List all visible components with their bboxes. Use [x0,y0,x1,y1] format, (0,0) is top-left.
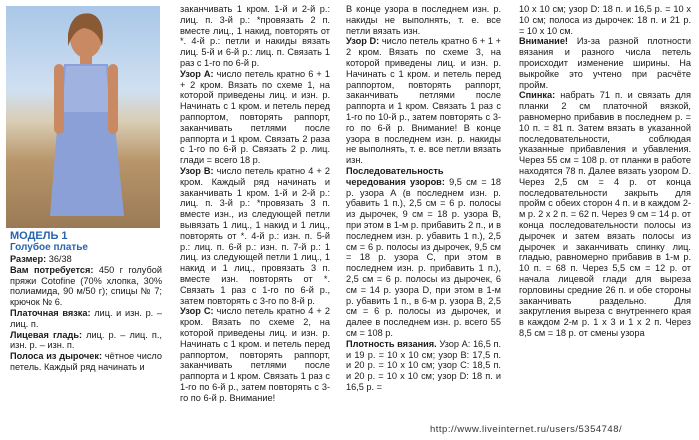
col1-paragraph-heading: Платочная вязка: [10,307,91,318]
col1-paragraph-text: лиц. и изн. р. – лиц. п. [10,307,162,329]
column-4 [519,4,691,339]
col2-paragraph-text: число петель кратно 6 + 1 + 2 кром. Вязать по схеме 1, на которой приведены лиц. и изн. р. Начинать с 1 кром. и петель перед раппортом, повторять раппорт, заканчивать петлями после раппорта и 1 кром. Связать 2 раза с 1-го по 6-й р. Связать 2 р. лиц. глади = всего 18 р. [180,68,330,166]
col4-paragraph-text: 10 х 10 см; узор D: 18 п. и 16,5 р. = 10 х 10 см; полоса из дырочек: 18 п. и 21 р. = 10 х 10 см. [519,4,691,36]
column-3 [346,4,501,393]
col1-paragraph-text: чётное число петель. Каждый ряд начинать и [10,351,162,372]
col1-paragraph-heading: Лицевая гладь: [10,329,83,340]
column-1 [10,230,162,373]
col3-paragraph-text: В конце узора в последнем изн. р. накиды не выполнять, т. е. все петли вязать изн. [346,4,501,36]
col3-paragraph-text: число петель кратно 6 + 1 + 2 кром. Вязать по схеме 3, на которой приведены лиц. и изн. р. Начинать с 1 кром. и петель перед раппортом, повторять раппорт, заканчивать петлями после раппорта и 1 кром. Связать 1 раз с 1-го по 10-й р., затем повторять с 3-го по 6-й р. Внимание! В конце узора в последнем изн. р. накиды не выполнять, т. е. все петли вязать изн. [346,36,501,166]
col3-paragraph-heading: Узор D: [346,36,380,47]
col1-paragraph-text: лиц. р. – лиц. п., изн. р. – изн. п. [10,329,162,351]
col4-paragraph-text: Из-за разной плотности вязания и разного числа петель происходит изменение ширины. На выкройке это учтено при расчёте пройм. [519,36,691,90]
col4-paragraph-heading: Спинка: [519,90,556,101]
col1-paragraph-text: 36/38 [46,254,72,264]
model-subtitle: Голубое платье [10,242,88,253]
col1-paragraphs [10,254,162,373]
col2-paragraph [180,4,330,69]
col3-paragraph-heading: Последовательность чередования узоров: [346,165,445,187]
col3-paragraph [346,339,501,393]
col2-paragraph-text: число петель кратно 4 + 2 кром. Каждый ряд начинать и заканчивать 1 кром. 1-й и 2-й р.: лиц. п. 3-й р.: *провязать 3 п. вместе изн., из следующей петли вывязать 1 лиц., 1 накид и 1 лиц., повторять от *. 4-й р.: изн. п. 5-й р.: лиц. п. 6-й р.: изн. п. 7-й р.: 1 лиц. из следующей петли 1 лиц., 1 накид и 1 лиц., провязать 3 п. вместе изн. повторять от *. Связать 1 раз с 1-го по 6-й р., затем повторять с 3-го по 8-й р. [180,165,330,306]
col1-paragraph [10,254,162,265]
col1-paragraph-text: 450 г голубой пряжи Cotofine (70% хлопка, 30% полиамида, 90 м/50 г); спицы № 7; крючок № 6. [10,264,162,308]
col3-paragraph [346,36,501,166]
col4-paragraph [519,90,691,338]
col1-paragraph-heading: Размер: [10,254,47,264]
col1-paragraph [10,351,162,373]
col1-paragraph [10,265,162,308]
col2-paragraph-heading: Узор А: [180,68,214,79]
col2-paragraph-heading: Узор С: [180,306,214,317]
col3-paragraph [346,166,501,339]
col2-paragraph-text: заканчивать 1 кром. 1-й и 2-й р.: лиц. п. 3-й р.: *провязать 2 п. вместе лиц., 1 накид, повторять от *. 4-й р.: петли и накиды вязать лиц. 5-й и 6-й р.: лиц. п. Связать 1 раз с 1-го по 6-й р. [180,4,330,68]
col3-paragraph-heading: Плотность вязания. [346,338,437,349]
col4-paragraph [519,36,691,90]
col4-paragraph-text: набрать 71 п. и связать для планки 2 см платочной вязкой, равномерно прибавив в последнем р. = 10 п. = 81 п. Затем вязать в указанной последовательности, соблюдая указанные прибавления и убавления. Через 55 см = 108 р. от планки в работе находятся 78 п. Далее вязать узором D. Через 2,5 см = 4 р. от конца последовательности закрыть для пройм с обеих сторон 4 п. и в каждом 2-м р. 2 х 2 п. = 62 п. Через 9 см = 14 р. от конца последовательности полосы из дырочек и затем вязать полосы из дырочек и заканчивать спинку лиц. гладью, равномерно прибавив в 1-м р. 10 п. = 68 п. Через 5,5 см = 12 р. от начала лицевой глади для выреза горловины средние 26 п. и обе стороны заканчивать раздельно. Для закругления выреза с внутреннего края в каждом 2-м р. 1 х 3 и 1 х 2 п. Через 8,5 см = 18 р. от смены узора [519,90,691,338]
col3-paragraph-text: 9,5 см = 18 р. узора А (в последнем изн. р. убавить 1 п.), 2,5 см = 6 р. полосы из дырочек, 9 см = 18 р. узора В, при этом в 1-м р. прибавить 2 п., и в последнем изн. р. убавить 1 п.), 2,5 см = 6 р. полосы из дырочек, 9,5 см = 18 р. узора С, при этом в последнем изн. р. прибавить 1 п.), 2,5 см = 6 р. полосы из дырочек, 6 см = 14 р. узора D, при этом в 1-м р. убавить 1 п., в 6-м р. узора В, 2,5 см = 6 р. полосы из дырочек, и далее в последнем изн. р. всего 55 см = 108 р. [346,176,501,338]
source-url: http://www.liveinternet.ru/users/5354748/ [430,424,623,435]
col2-paragraph-heading: Узор В: [180,165,214,176]
col3-paragraph [346,4,501,36]
col2-paragraph [180,69,330,166]
col2-paragraph [180,166,330,306]
col4-paragraph [519,4,691,36]
col2-paragraph [180,306,330,403]
model-title: МОДЕЛЬ 1 [10,230,68,242]
model-photo-illustration [6,6,160,228]
col1-paragraph [10,330,162,352]
col4-paragraph-heading: Внимание! [519,36,568,47]
column-2 [180,4,330,403]
col1-paragraph-heading: Полоса из дырочек: [10,351,103,362]
model-photo [6,6,160,228]
col1-paragraph-heading: Вам потребуется: [10,264,94,275]
col1-paragraph [10,308,162,330]
col3-paragraph-text: Узор А: 16,5 п. и 19 р. = 10 х 10 см; узор В: 17,5 п. и 20 р. = 10 х 10 см; узор С: 18,5 п. и 20 р. = 10 х 10 см; узор D: 18 п. и 16,5 р. = [346,338,502,392]
col2-paragraph-text: число петель кратно 4 + 2 кром. Вязать по схеме 2, на которой приведены лиц. и изн. р. Начинать с 1 кром. и петель перед раппортом, повторять раппорт, заканчивать петлями после раппорта и 1 кром. Связать 1 раз с 1-го по 6-й р., затем повторять с 3-го по 6-й р. Внимание! [180,306,330,403]
